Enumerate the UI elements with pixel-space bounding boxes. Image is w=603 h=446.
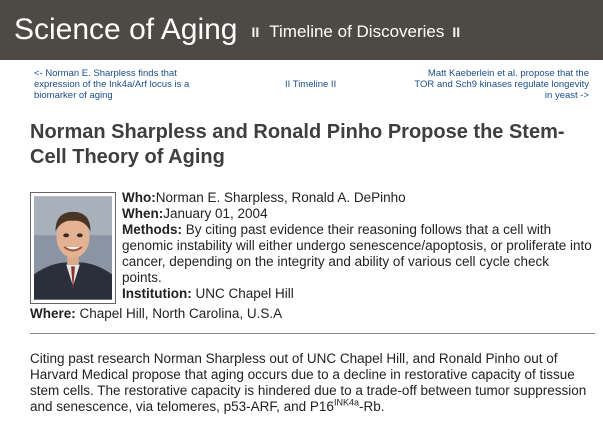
- who-value: Norman E. Sharpless, Ronald A. DePinho: [155, 190, 406, 205]
- summary-superscript: INK4a: [333, 397, 359, 408]
- institution-label: Institution:: [122, 286, 192, 301]
- methods-value: By citing past evidence their reasoning follows that a cell with genomic instability will either undergo senescence/apoptosis, or proliferate into cancer, depending on the integrity and ability of various cell cycle check points.: [122, 222, 592, 285]
- article-title: Norman Sharpless and Ronald Pinho Propose the Stem-Cell Theory of Aging: [30, 121, 565, 168]
- article-summary: [30, 351, 595, 415]
- who-line: [122, 190, 592, 206]
- site-header: [0, 0, 603, 60]
- header-separator: II: [251, 24, 260, 40]
- timeline-link[interactable]: II Timeline II: [285, 79, 337, 90]
- previous-entry-link[interactable]: <- Norman E. Sharpless finds that expression of the Ink4a/Arf locus is a biomarker of aging: [34, 68, 190, 101]
- next-entry-link[interactable]: Matt Kaeberlein et al. propose that the TOR and Sch9 kinases regulate longevity in yeast ->: [414, 68, 589, 101]
- portrait-image: [34, 196, 112, 300]
- institution-line: [122, 286, 592, 302]
- site-title[interactable]: Science of Aging: [14, 13, 238, 46]
- where-line: [30, 306, 282, 322]
- who-label: Who:: [122, 190, 156, 205]
- summary-end: -Rb.: [358, 399, 385, 414]
- timeline-nav: [0, 68, 603, 104]
- when-value: January 01, 2004: [163, 206, 268, 221]
- entry-details: [122, 190, 592, 302]
- summary-text: Citing past research Norman Sharpless out of UNC Chapel Hill, and Ronald Pinho out of Harvard Medical propose that aging occurs due to a decline in restorative capacity of tissue stem cells. The restorative capacity is hindered due to a trade-off between tumor suppression and senescence, via telomeres, p53-ARF, and P16: [30, 351, 587, 414]
- header-separator-end: II: [452, 24, 461, 40]
- where-value: Chapel Hill, North Carolina, U.S.A: [75, 306, 283, 321]
- when-line: [122, 206, 592, 222]
- when-label: When:: [122, 206, 164, 221]
- methods-label: Methods:: [122, 222, 182, 237]
- where-label: Where:: [30, 306, 76, 321]
- divider: [30, 333, 595, 334]
- section-title[interactable]: Timeline of Discoveries: [269, 22, 445, 41]
- methods-line: [122, 222, 592, 286]
- portrait-photo: [30, 192, 116, 304]
- institution-value: UNC Chapel Hill: [191, 286, 294, 301]
